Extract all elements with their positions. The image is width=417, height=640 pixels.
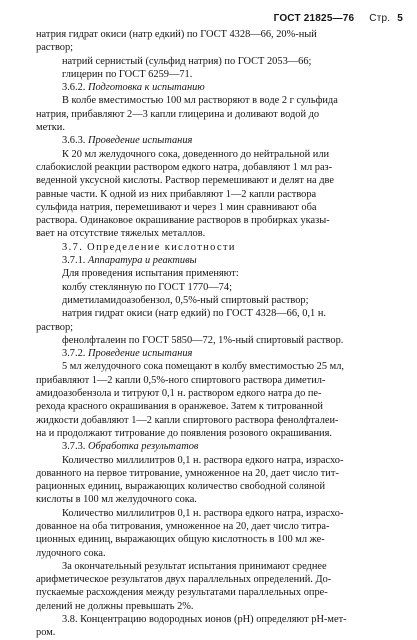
text-line: дованного на первое титрование, умноженное на 20, дает число тит- [36,467,339,479]
text-line [36,440,401,453]
text-line: прибавляют 1—2 капли 0,5%-ного спиртового раствора диметил- [36,374,326,386]
text-line: на и продолжают титрование до появления розового окрашивания. [36,427,332,439]
text-line [36,81,401,94]
page-number: 5 [397,13,403,24]
section-number: 3.7.1. [62,255,88,267]
text-line: пускаемые расхождения между результатами параллельных опре- [36,587,328,599]
text-line: фенолфталеин по ГОСТ 5850—72, 1%-ный спиртовый раствор. [62,334,344,346]
standard-number: ГОСТ 21825—76 [273,13,355,24]
text-line: диметиламидоазобензол, 0,5%-ный спиртовый раствор; [62,294,309,306]
text-line: рехода красного окрашивания в оранжевое. Затем к титрованной [36,401,323,413]
text-line: веденной уксусной кислоты. Раствор перемешивают и делят на две [36,175,334,187]
text-line: раствора. Одинаковое окрашивание растворов в пробирках указы- [36,215,330,227]
text-line: 3.7. Определение кислотности [62,241,236,253]
text-line: ционных единиц, выражающих общую кислотность в 100 мл же- [36,534,325,546]
text-line: лудочного сока. [36,547,106,559]
text-line: Для проведения испытания применяют: [62,268,239,280]
text-line: натрия гидрат окиси (натр едкий) по ГОСТ 4328—66, 20%-ный [36,29,317,40]
text-line: раствор; [36,42,74,54]
text-line: раствор; [36,321,74,333]
text-line: В колбе вместимостью 100 мл растворяют в воде 2 г сульфида [62,95,338,107]
text-line: 3.8. Концентрацию водородных ионов (рН) определяют рН-мет- [62,614,347,626]
text-line: 5 мл желудочного сока помещают в колбу вместимостью 25 мл, [62,361,345,373]
text-line: натрия, прибавляют 2—3 капли глицерина и доливают водой до [36,108,320,120]
section-title: Подготовка к испытанию [87,82,205,94]
text-line: ром. [36,627,56,639]
text-line: К 20 мл желудочного сока, доведенного до нейтральной или [62,148,330,160]
section-title: Проведение испытания [87,135,193,147]
section-title: Проведение испытания [87,348,193,360]
section-title: Обработка результатов [87,441,199,453]
text-line: вает на отсутствие тяжелых металлов. [36,228,206,240]
text-line: За окончательный результат испытания принимают среднее [62,560,327,572]
text-line: жидкости добавляют 1—2 капли спиртового раствора фенолфталеи- [36,414,339,426]
page-label: Стр. [369,13,391,24]
text-line: делений не должны превышать 2%. [36,600,194,612]
text-line: рационных единиц, выражающих количество свободной соляной [36,481,325,493]
text-line: глицерин по ГОСТ 6259—71. [62,68,193,80]
text-line: дованное на оба титрования, умноженное на 20, дает число титра- [36,520,330,532]
text-line: слабокислой реакции раствором едкого натра, добавляют 1 мл раз- [36,161,333,173]
section-title: Аппаратура и реактивы [87,255,197,267]
page-header [274,12,403,25]
text-line: натрия гидрат окиси (натр едкий) по ГОСТ 4328—66, 0,1 н. [62,308,326,320]
text-line: сульфида натрия, перемешивают и через 1 мин сравнивают оба [36,201,317,213]
text-line [36,254,401,267]
text-line: натрий сернистый (сульфид натрия) по ГОСТ 2053—66; [62,55,312,67]
body-text [36,28,401,640]
text-line: равные части. К одной из них прибавляют 1—2 капли раствора [36,188,317,200]
text-line: кислоты в 100 мл желудочного сока. [36,494,197,506]
text-line: колбу стеклянную по ГОСТ 1770—74; [62,281,232,293]
text-line [36,347,401,360]
text-line: Количество миллилитров 0,1 н. раствора едкого натра, израсхо- [62,454,344,466]
section-number: 3.7.3. [62,441,88,453]
text-line [36,134,401,147]
section-number: 3.6.3. [62,135,88,147]
text-line: метки. [36,122,65,134]
text-line: амидоазобензола и титруют 0,1 н. раствором едкого натра до пе- [36,388,322,400]
section-number: 3.7.2. [62,348,88,360]
section-number: 3.6.2. [62,82,88,94]
text-line: арифметическое результатов двух параллельных определений. До- [36,574,332,586]
text-line: Количество миллилитров 0,1 н. раствора едкого натра, израсхо- [62,507,344,519]
